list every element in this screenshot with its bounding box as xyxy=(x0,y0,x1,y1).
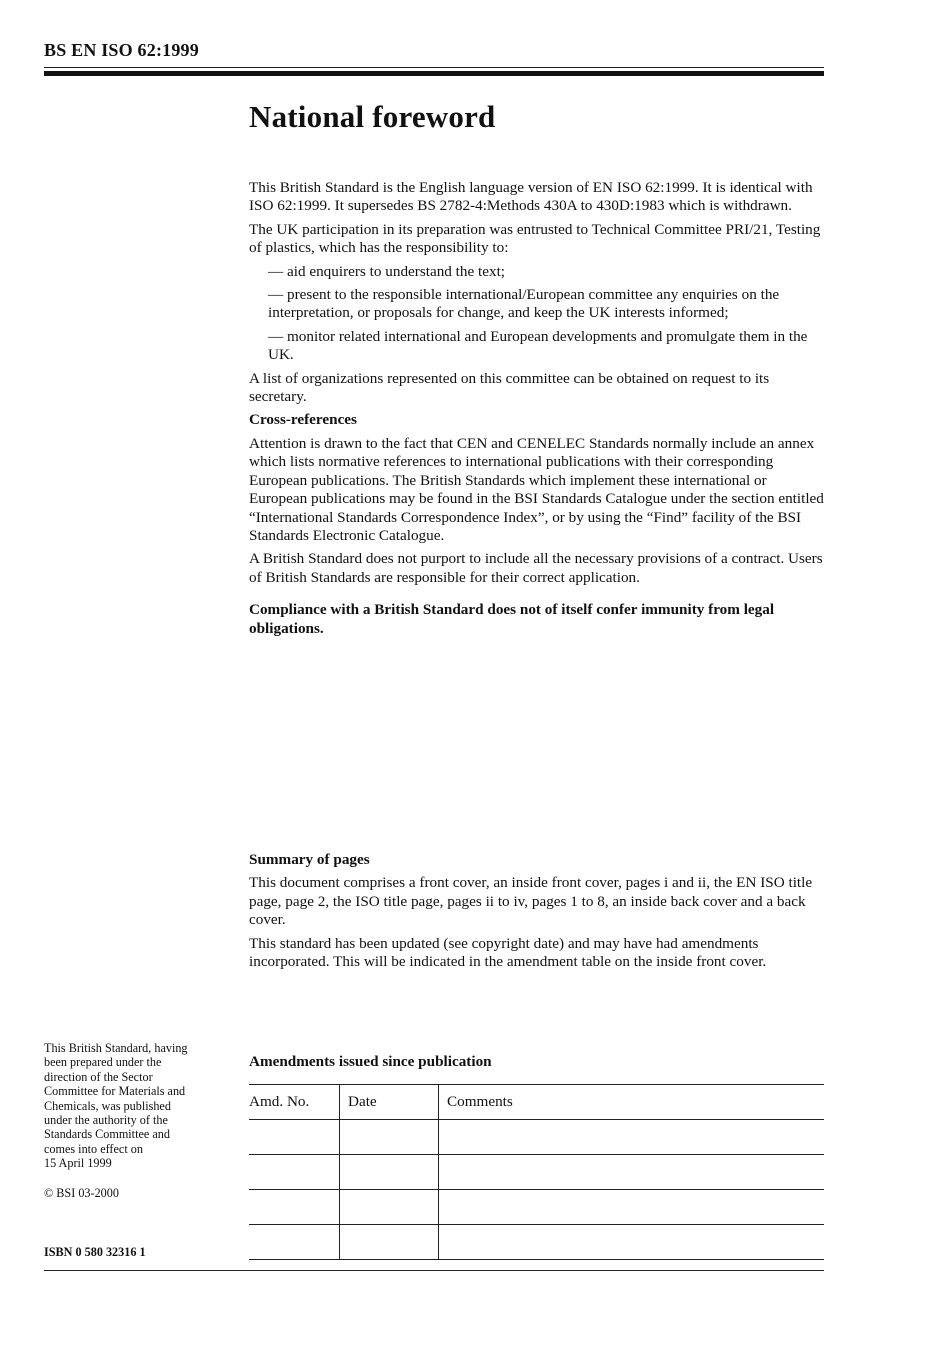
table-row xyxy=(249,1225,824,1260)
date-cell xyxy=(340,1190,439,1225)
publication-note-line: Chemicals, was published xyxy=(44,1098,171,1113)
table-row xyxy=(249,1155,824,1190)
publication-note-line: This British Standard, having xyxy=(44,1041,188,1055)
date-cell xyxy=(340,1120,439,1155)
page-title: National foreword xyxy=(249,99,496,134)
publication-note-line: Standards Committee and xyxy=(44,1127,170,1142)
amendments-header-row xyxy=(249,1085,824,1120)
publication-note-line: been prepared under the xyxy=(44,1055,162,1070)
column-header-comments: Comments xyxy=(439,1085,825,1120)
isbn: ISBN 0 580 32316 1 xyxy=(44,1245,146,1259)
foreword-body xyxy=(249,179,825,643)
compliance-statement: Compliance with a British Standard does not of itself confer immunity from legal obligations. xyxy=(249,601,775,637)
comments-cell xyxy=(439,1190,825,1225)
publication-note-line: direction of the Sector xyxy=(44,1069,153,1084)
intro-paragraph: The UK participation in its preparation was entrusted to Technical Committee PRI/21, Testing of plastics, which has the responsibility to: xyxy=(249,220,821,257)
date-cell xyxy=(340,1225,439,1260)
publication-note-line: Committee for Materials and xyxy=(44,1084,186,1099)
date-cell xyxy=(340,1155,439,1190)
cross-references-paragraph: Attention is drawn to the fact that CEN and CENELEC Standards normally include an annex which lists normative references to international publications with their corresponding European publications. The British Standards which implement these international or European publications may be found in the BSI Standards Catalogue under the section entitled “International Standards Correspondence Index”, or by using the “Find” facility of the BSI Standards Electronic Catalogue. xyxy=(249,434,824,544)
publication-note-line: under the authority of the xyxy=(44,1113,168,1128)
summary-paragraph: This document comprises a front cover, an inside front cover, pages i and ii, the EN ISO title page, page 2, the ISO title page, pages ii to iv, pages 1 to 8, an inside back cover and a back cover. xyxy=(249,874,813,929)
publication-note xyxy=(44,1041,234,1200)
column-header-amd-no: Amd. No. xyxy=(249,1085,340,1120)
comments-cell xyxy=(439,1120,825,1155)
committee-list-paragraph: A list of organizations represented on this committee can be obtained on request to its secretary. xyxy=(249,369,770,406)
copyright-notice: © BSI 03-2000 xyxy=(44,1185,119,1200)
comments-cell xyxy=(439,1155,825,1190)
summary-block xyxy=(249,851,825,976)
responsibility-bullet: — monitor related international and European developments and promulgate them in the UK. xyxy=(268,327,808,364)
publication-note-line: comes into effect on xyxy=(44,1141,143,1156)
summary-heading: Summary of pages xyxy=(249,851,370,868)
standard-code: BS EN ISO 62:1999 xyxy=(44,40,199,60)
amendments-table xyxy=(249,1084,824,1260)
column-header-date: Date xyxy=(340,1085,439,1120)
amd-no-cell xyxy=(249,1120,340,1155)
amd-no-cell xyxy=(249,1155,340,1190)
intro-paragraph: This British Standard is the English language version of EN ISO 62:1999. It is identical with ISO 62:1999. It supersedes BS 2782-4:Methods 430A to 430D:1983 which is withdrawn. xyxy=(249,179,813,215)
amendments-title: Amendments issued since publication xyxy=(249,1053,492,1070)
responsibility-bullet: — aid enquirers to understand the text; xyxy=(268,262,506,280)
comments-cell xyxy=(439,1225,825,1260)
header-rule-thin xyxy=(44,67,824,68)
publication-note-line: 15 April 1999 xyxy=(44,1156,112,1171)
cross-references-heading: Cross-references xyxy=(249,411,357,429)
amd-no-cell xyxy=(249,1225,340,1260)
summary-paragraph: This standard has been updated (see copyright date) and may have had amendments incorporated. This will be indicated in the amendment table on the inside front cover. xyxy=(249,934,767,971)
table-row xyxy=(249,1190,824,1225)
footer-rule xyxy=(44,1270,824,1271)
amd-no-cell xyxy=(249,1190,340,1225)
table-row xyxy=(249,1120,824,1155)
cross-references-paragraph: A British Standard does not purport to include all the necessary provisions of a contract. Users of British Standards are responsible for their correct application. xyxy=(249,550,823,586)
header-rule-thick xyxy=(44,71,824,76)
responsibility-bullet: — present to the responsible international/European committee any enquiries on the interpretation, or proposals for change, and keep the UK interests informed; xyxy=(268,286,780,322)
